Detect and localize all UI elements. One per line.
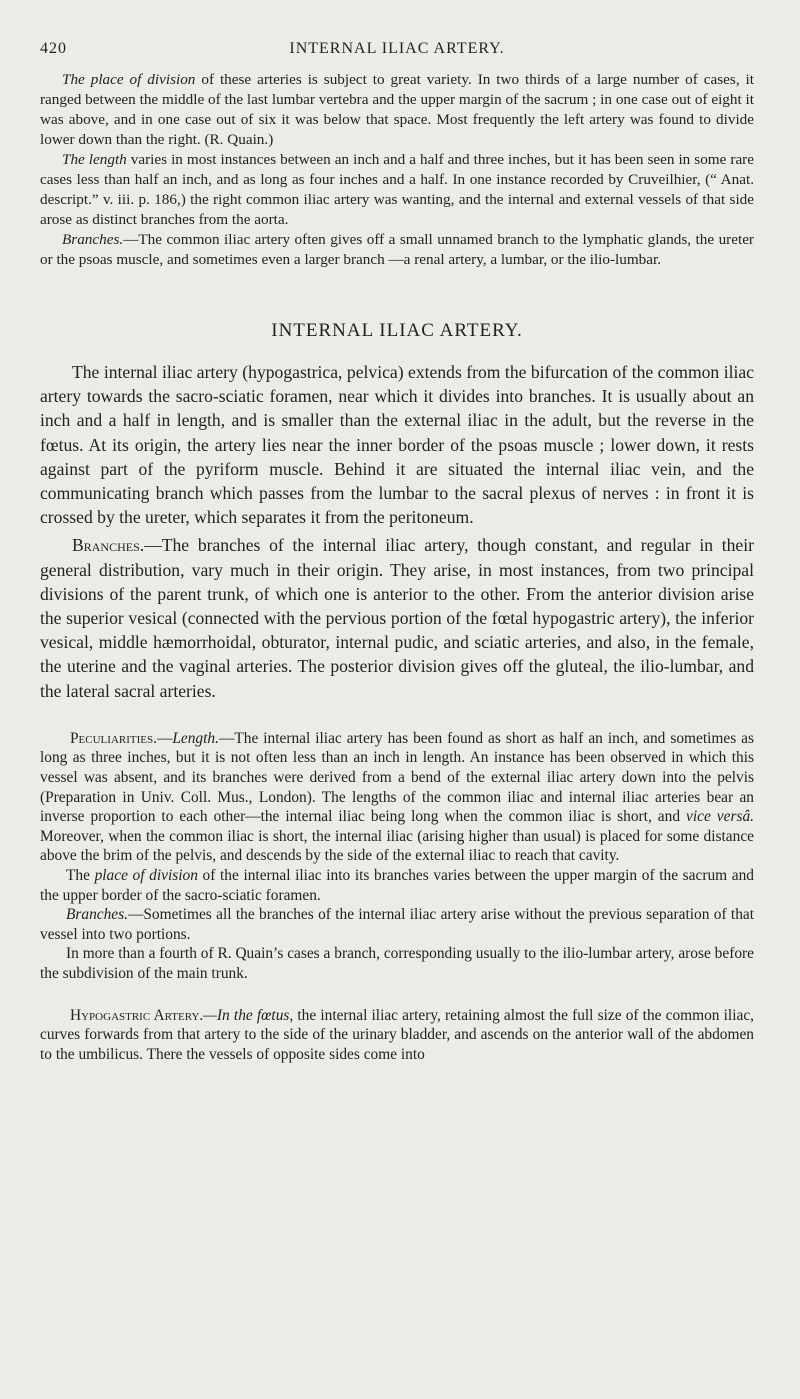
- paragraph-hypogastric-artery: Hypogastric Artery.—In the fœtus, the internal iliac artery, retaining almost the full size of the common iliac, curves forwards from that artery to the side of the urinary bladder, and ascends on the anterior wall of the abdomen to the umbilicus. There the vessels of opposite sides come into: [40, 1006, 754, 1063]
- paragraph-length: The length varies in most instances between an inch and a half and three inches, but it has been seen in some rare cases less than half an inch, and as long as four inches and a half. In one instance recorded by Cruveilhier, (“ Anat. descript.” v. iii. p. 186,) the right common iliac artery was wanting, and the internal and external vessels of that side arose as distinct branches from the aorta.: [40, 151, 754, 228]
- lead-italic: The length: [62, 151, 127, 168]
- page-number: 420: [40, 40, 67, 57]
- paragraph-peculiarities-branches: Branches.—Sometimes all the branches of the internal iliac artery arise without the previous separation of that vessel into two portions.: [40, 906, 754, 943]
- paragraph-branches-main: Branches.—The branches of the internal iliac artery, though constant, and regular in their general distribution, vary much in their origin. They arise, in most instances, from two principal divisions of the parent trunk, of which one is anterior to the other. From the anterior division arise the superior vesical (connected with the pervious portion of the fœtal hypogastric artery), the inferior vesical, middle hæmorrhoidal, obturator, internal pudic, and sciatic arteries, and also, in the female, the uterine and the vaginal arteries. The posterior division gives off the gluteal, the ilio-lumbar, and the lateral sacral arteries.: [40, 535, 754, 701]
- page-header: [40, 40, 754, 70]
- paragraph-place-of-division: The place of division of these arteries is subject to great variety. In two thirds of a large number of cases, it ranged between the middle of the last lumbar vertebra and the upper margin of the sacrum ; in one case out of eight it was above, and in one case out of six it was below that space. Most frequently the left artery was found to divide lower down than the right. (R. Quain.): [40, 71, 754, 148]
- paragraph-peculiarities-quain: In more than a fourth of R. Quain’s cases a branch, corresponding usually to the ilio-lumbar artery, arose before the subdivision of the main trunk.: [40, 945, 754, 982]
- lead-small-caps: Branches.: [72, 535, 145, 556]
- sub-lead-italic: Length.: [172, 729, 219, 747]
- section-title: INTERNAL ILIAC ARTERY.: [271, 320, 523, 341]
- paragraph-peculiarities-length: Peculiarities.—Length.—The internal iliac artery has been found as short as half an inch, and sometimes as long as three inches, but it is not often less than an inch in length. An instance has been observed in which this vessel was absent, and its branches were derived from a bend of the external iliac artery down into the pelvis (Preparation in Univ. Coll. Mus., London). The lengths of the common iliac and internal iliac arteries bear an inverse proportion to each other—the internal iliac being long when the common iliac is short, and vice versâ. Moreover, when the common iliac is short, the internal iliac (arising higher than usual) is placed for some distance above the brim of the pelvis, and descends by the side of the external iliac to reach that cavity.: [40, 729, 754, 865]
- lead-small-caps: Peculiarities.: [70, 729, 157, 747]
- paragraph-branches: Branches.—The common iliac artery often gives off a small unnamed branch to the lymphatic glands, the ureter or the psoas muscle, and sometimes even a larger branch —a renal artery, a lumbar, or the ilio-lumbar.: [40, 231, 754, 268]
- paragraph-peculiarities-division: The place of division of the internal iliac into its branches varies between the upper margin of the sacrum and the upper border of the sacro-sciatic foramen.: [40, 867, 754, 904]
- lead-italic: Branches.: [62, 231, 124, 248]
- lead-small-caps: Hypogastric Artery.: [70, 1006, 204, 1024]
- running-title: INTERNAL ILIAC ARTERY.: [289, 40, 505, 57]
- lead-italic: The place of division: [62, 71, 196, 88]
- common-iliac-continuation: [40, 70, 754, 270]
- peculiarities-section: [40, 729, 754, 1065]
- internal-iliac-description: [40, 360, 754, 703]
- paragraph-course: The internal iliac artery (hypogastrica, pelvica) extends from the bifurcation of the common iliac artery towards the sacro-sciatic foramen, near which it divides into branches. It is usually about an inch and a half in length, and is smaller than the external iliac in the adult, but the reverse in the fœtus. At its origin, the artery lies near the inner border of the psoas muscle ; lower down, it rests against part of the pyriform muscle. Behind it are situated the internal iliac vein, and the communicating branch which passes from the lumbar to the sacral plexus of nerves : in front it is crossed by the ureter, which separates it from the peritoneum.: [40, 362, 754, 528]
